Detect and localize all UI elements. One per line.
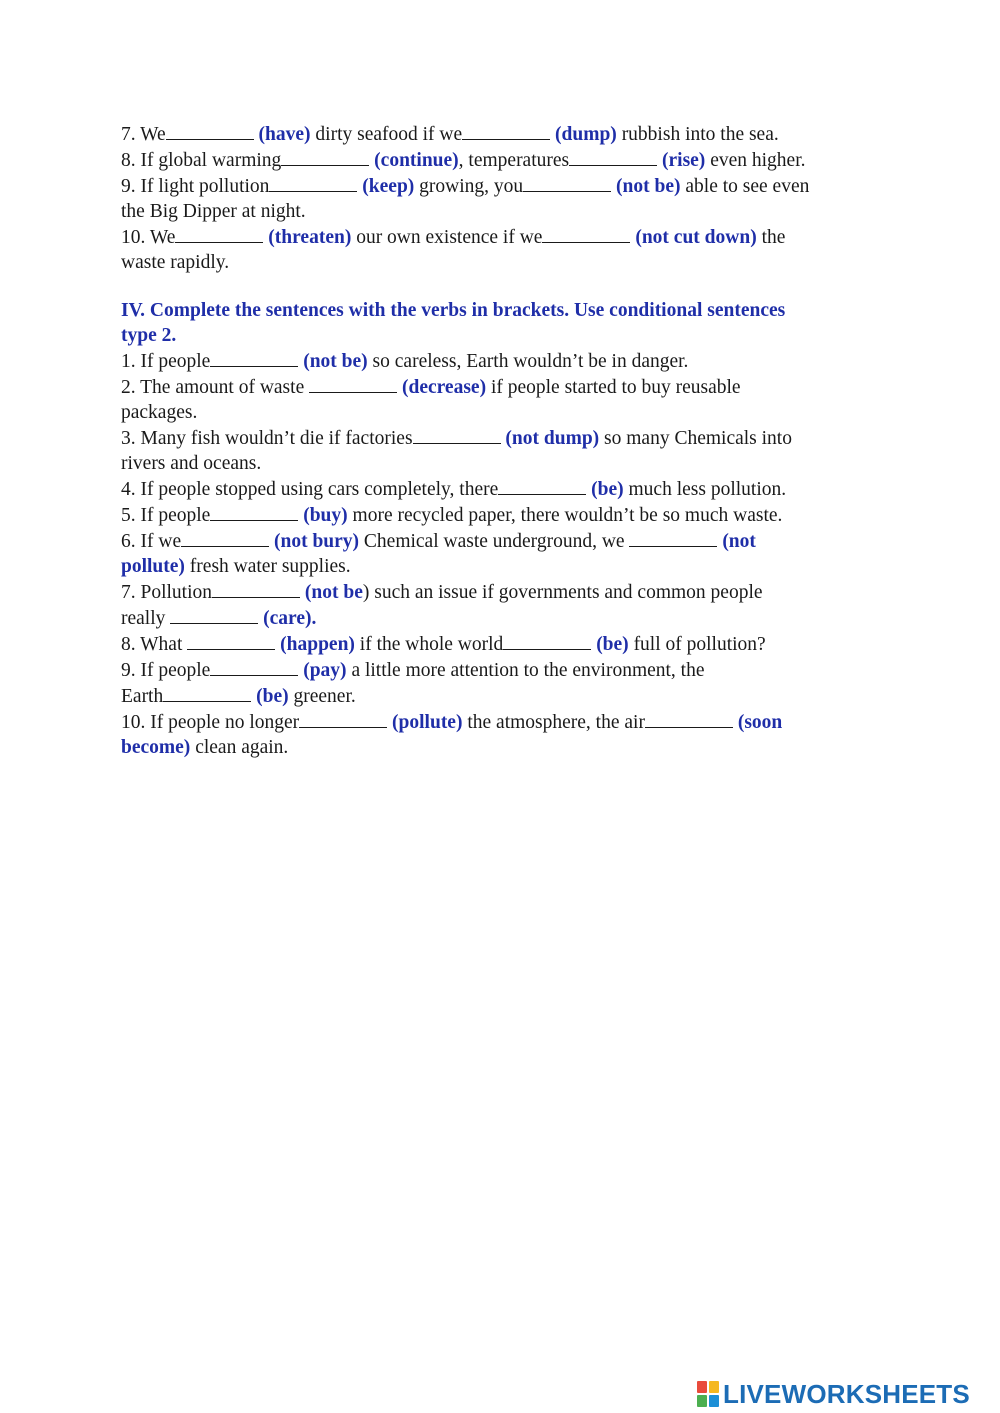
verb-hint: (pay) [298,660,347,681]
heading-line-1: IV. Complete the sentences with the verbs in brackets. Use conditional sentences [121,300,786,321]
answer-blank[interactable] [462,121,550,140]
sentence-line [121,400,881,425]
verb-hint: (not be [300,582,363,603]
sentence-text: 5. If people [121,505,211,526]
sentence-text: able to see even [680,176,810,197]
sentence-text: packages. [121,402,198,423]
verb-hint: (decrease) [397,377,487,398]
worksheet-page [121,121,881,760]
sentence-text: so many Chemicals into [599,428,792,449]
verb-hint: (not be) [611,176,681,197]
sentence-text: the atmosphere, the air [462,712,645,733]
section-4-exercises [121,348,881,760]
answer-blank[interactable] [281,147,369,166]
answer-blank[interactable] [645,709,733,728]
verb-hint: (not cut down) [630,227,757,248]
sentence-text: 1. If people [121,351,211,372]
sentence-text: clean again. [190,737,289,758]
sentence-line [121,374,881,400]
verb-hint: (not be) [298,351,368,372]
answer-blank[interactable] [503,631,591,650]
sentence-line [121,709,881,735]
sentence-line [121,605,881,631]
verb-hint: (have) [253,124,311,145]
answer-blank[interactable] [542,224,630,243]
logo-text: LIVEWORKSHEETS [723,1378,970,1409]
sentence-text: 4. If people stopped using cars completely, there [121,479,499,500]
logo-square-blue [709,1395,719,1407]
sentence-line [121,425,881,451]
verb-hint: (pollute) [387,712,463,733]
answer-blank[interactable] [166,121,254,140]
sentence-line [121,199,881,224]
verb-hint: (care). [258,608,317,629]
verb-hint: (rise) [657,150,706,171]
sentence-text: 9. If light pollution [121,176,270,197]
sentence-line [121,451,881,476]
sentence-text: Chemical waste underground, we [359,531,630,552]
sentence-text: 9. If people [121,660,211,681]
sentence-text: fresh water supplies. [184,556,351,577]
sentence-text: really [121,608,171,629]
sentence-line [121,173,881,199]
answer-blank[interactable] [210,657,298,676]
sentence-text: the [756,227,786,248]
sentence-line [121,528,881,554]
heading-line-2: type 2. [121,325,177,346]
answer-blank[interactable] [187,631,275,650]
verb-hint: (be) [591,634,629,655]
sentence-text: dirty seafood if we [310,124,463,145]
sentence-text: even higher. [705,150,806,171]
sentence-text: rivers and oceans. [121,453,262,474]
sentence-line [121,502,881,528]
sentence-text: , temperatures [458,150,570,171]
answer-blank[interactable] [210,348,298,367]
sentence-text: 10. We [121,227,176,248]
sentence-text: more recycled paper, there wouldn’t be so much waste. [347,505,783,526]
sentence-text: waste rapidly. [121,252,230,273]
sentence-line [121,735,881,760]
sentence-text: 8. If global warming [121,150,282,171]
verb-hint: (be) [586,479,624,500]
verb-hint: (keep) [357,176,415,197]
logo-square-red [697,1381,707,1393]
verb-hint: (happen) [275,634,355,655]
sentence-line [121,476,881,502]
sentence-text: our own existence if we [351,227,543,248]
sentence-text: 8. What [121,634,188,655]
verb-hint: become) [121,737,191,758]
sentence-text: 2. The amount of waste [121,377,310,398]
sentence-line [121,554,881,579]
answer-blank[interactable] [498,476,586,495]
sentence-text: rubbish into the sea. [616,124,779,145]
answer-blank[interactable] [523,173,611,192]
sentence-text: so careless, Earth wouldn’t be in danger. [367,351,689,372]
answer-blank[interactable] [309,374,397,393]
section-4-heading [121,298,881,348]
answer-blank[interactable] [299,709,387,728]
sentence-line [121,147,881,173]
sentence-text: growing, you [414,176,524,197]
answer-blank[interactable] [269,173,357,192]
liveworksheets-icon [697,1381,719,1407]
verb-hint: (not bury) [269,531,360,552]
sentence-text: 7. We [121,124,166,145]
answer-blank[interactable] [210,502,298,521]
sentence-text: 10. If people no longer [121,712,300,733]
verb-hint: (dump) [550,124,617,145]
sentence-line [121,348,881,374]
logo-square-green [697,1395,707,1407]
sentence-line [121,579,881,605]
sentence-text: a little more attention to the environment, the [346,660,705,681]
sentence-text: much less pollution. [623,479,787,500]
liveworksheets-logo [697,1378,970,1410]
verb-hint: pollute) [121,556,185,577]
sentence-text: the Big Dipper at night. [121,201,306,222]
verb-hint: (soon [732,712,783,733]
sentence-line [121,631,881,657]
verb-hint: (not [717,531,756,552]
sentence-line [121,683,881,709]
sentence-line [121,657,881,683]
answer-blank[interactable] [413,425,501,444]
sentence-text: ) such an issue if governments and common people [362,582,763,603]
sentence-text: 7. Pollution [121,582,213,603]
sentence-line [121,224,881,250]
sentence-text: if the whole world [354,634,504,655]
sentence-line [121,121,881,147]
answer-blank[interactable] [212,579,300,598]
sentence-text: full of pollution? [628,634,766,655]
answer-blank[interactable] [170,605,258,624]
verb-hint: (continue) [369,150,459,171]
sentence-text: Earth [121,686,164,707]
logo-square-yellow [709,1381,719,1393]
answer-blank[interactable] [569,147,657,166]
sentence-text: 6. If we [121,531,182,552]
sentence-text: if people started to buy reusable [486,377,741,398]
verb-hint: (buy) [298,505,348,526]
sentence-text: 3. Many fish wouldn’t die if factories [121,428,413,449]
verb-hint: (not dump) [500,428,600,449]
answer-blank[interactable] [629,528,717,547]
sentence-line [121,250,881,275]
answer-blank[interactable] [181,528,269,547]
sentence-text: greener. [288,686,356,707]
answer-blank[interactable] [163,683,251,702]
verb-hint: (be) [251,686,289,707]
answer-blank[interactable] [175,224,263,243]
section-3-continued [121,121,881,275]
verb-hint: (threaten) [263,227,352,248]
